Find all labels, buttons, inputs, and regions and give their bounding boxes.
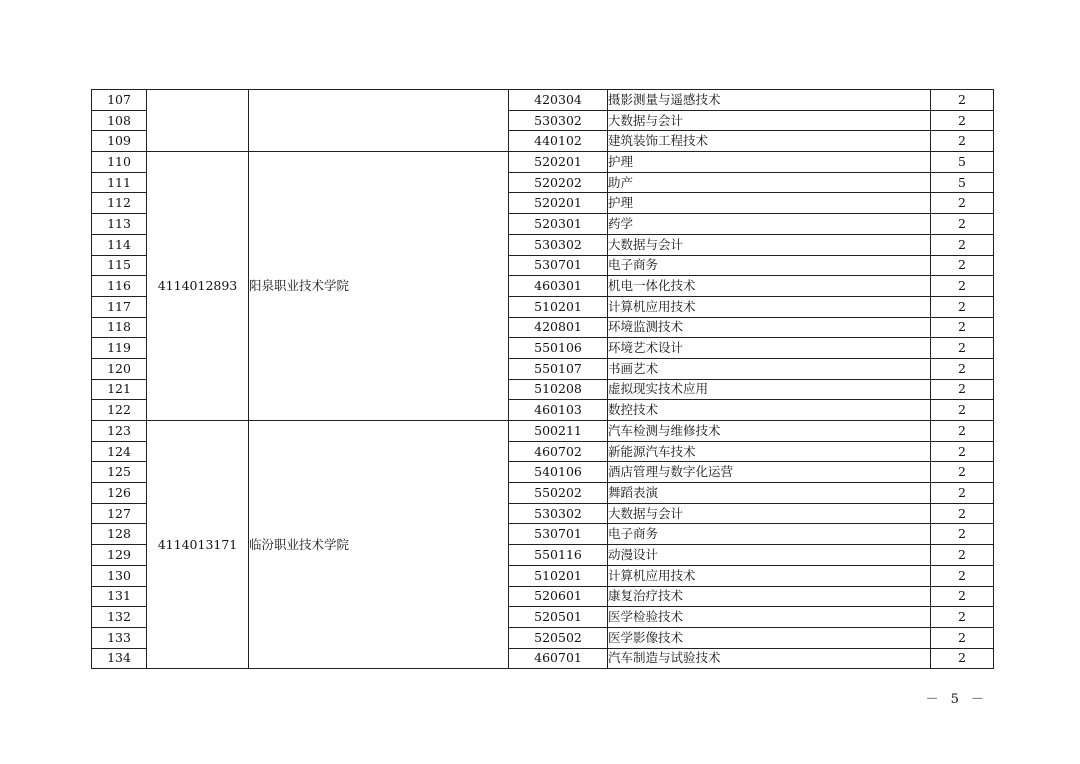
plan-count-cell: 2 xyxy=(931,214,994,235)
major-code-cell: 460103 xyxy=(509,400,608,421)
plan-count-cell: 2 xyxy=(931,379,994,400)
row-number-cell: 124 xyxy=(92,441,147,462)
school-name-cell: 临汾职业技术学院 xyxy=(249,421,509,669)
school-code-cell: 4114013171 xyxy=(147,421,249,669)
major-code-cell: 530302 xyxy=(509,503,608,524)
row-number-cell: 131 xyxy=(92,586,147,607)
major-code-cell: 550202 xyxy=(509,483,608,504)
plan-count-cell: 2 xyxy=(931,193,994,214)
plan-count-cell: 2 xyxy=(931,276,994,297)
major-name-cell: 大数据与会计 xyxy=(608,110,931,131)
plan-count-cell: 2 xyxy=(931,90,994,111)
major-name-cell: 环境艺术设计 xyxy=(608,338,931,359)
table-body xyxy=(92,90,994,669)
plan-count-cell: 2 xyxy=(931,607,994,628)
major-name-cell: 护理 xyxy=(608,152,931,173)
plan-count-cell: 2 xyxy=(931,545,994,566)
plan-count-cell: 5 xyxy=(931,172,994,193)
table-row xyxy=(92,421,994,442)
row-number-cell: 125 xyxy=(92,462,147,483)
plan-count-cell: 2 xyxy=(931,565,994,586)
plan-count-cell: 2 xyxy=(931,131,994,152)
major-code-cell: 460701 xyxy=(509,648,608,669)
row-number-cell: 116 xyxy=(92,276,147,297)
major-name-cell: 舞蹈表演 xyxy=(608,483,931,504)
row-number-cell: 133 xyxy=(92,627,147,648)
row-number-cell: 121 xyxy=(92,379,147,400)
major-code-cell: 530701 xyxy=(509,524,608,545)
row-number-cell: 119 xyxy=(92,338,147,359)
major-code-cell: 510208 xyxy=(509,379,608,400)
row-number-cell: 130 xyxy=(92,565,147,586)
major-code-cell: 550116 xyxy=(509,545,608,566)
row-number-cell: 123 xyxy=(92,421,147,442)
major-name-cell: 医学影像技术 xyxy=(608,627,931,648)
major-name-cell: 新能源汽车技术 xyxy=(608,441,931,462)
plan-count-cell: 2 xyxy=(931,400,994,421)
enrollment-plan-table xyxy=(91,89,994,669)
major-name-cell: 康复治疗技术 xyxy=(608,586,931,607)
major-code-cell: 550107 xyxy=(509,358,608,379)
plan-count-cell: 2 xyxy=(931,234,994,255)
major-name-cell: 汽车检测与维修技术 xyxy=(608,421,931,442)
row-number-cell: 107 xyxy=(92,90,147,111)
major-code-cell: 460301 xyxy=(509,276,608,297)
row-number-cell: 117 xyxy=(92,296,147,317)
row-number-cell: 132 xyxy=(92,607,147,628)
plan-count-cell: 2 xyxy=(931,648,994,669)
school-name-cell xyxy=(249,90,509,152)
plan-count-cell: 2 xyxy=(931,524,994,545)
plan-count-cell: 2 xyxy=(931,110,994,131)
major-code-cell: 420304 xyxy=(509,90,608,111)
page-number: － 5 － xyxy=(925,692,988,707)
plan-count-cell: 2 xyxy=(931,317,994,338)
table-row xyxy=(92,90,994,111)
major-code-cell: 520601 xyxy=(509,586,608,607)
major-name-cell: 汽车制造与试验技术 xyxy=(608,648,931,669)
major-code-cell: 540106 xyxy=(509,462,608,483)
plan-count-cell: 2 xyxy=(931,255,994,276)
major-code-cell: 520502 xyxy=(509,627,608,648)
major-code-cell: 550106 xyxy=(509,338,608,359)
major-name-cell: 大数据与会计 xyxy=(608,503,931,524)
row-number-cell: 112 xyxy=(92,193,147,214)
major-code-cell: 520202 xyxy=(509,172,608,193)
plan-count-cell: 2 xyxy=(931,358,994,379)
major-name-cell: 动漫设计 xyxy=(608,545,931,566)
school-name-cell: 阳泉职业技术学院 xyxy=(249,152,509,421)
plan-count-cell: 2 xyxy=(931,338,994,359)
row-number-cell: 108 xyxy=(92,110,147,131)
row-number-cell: 134 xyxy=(92,648,147,669)
row-number-cell: 128 xyxy=(92,524,147,545)
major-name-cell: 环境监测技术 xyxy=(608,317,931,338)
row-number-cell: 114 xyxy=(92,234,147,255)
row-number-cell: 111 xyxy=(92,172,147,193)
school-code-cell xyxy=(147,90,249,152)
major-name-cell: 计算机应用技术 xyxy=(608,565,931,586)
row-number-cell: 126 xyxy=(92,483,147,504)
row-number-cell: 113 xyxy=(92,214,147,235)
row-number-cell: 122 xyxy=(92,400,147,421)
major-name-cell: 虚拟现实技术应用 xyxy=(608,379,931,400)
major-code-cell: 530302 xyxy=(509,234,608,255)
plan-count-cell: 2 xyxy=(931,441,994,462)
major-name-cell: 计算机应用技术 xyxy=(608,296,931,317)
major-code-cell: 520501 xyxy=(509,607,608,628)
major-name-cell: 机电一体化技术 xyxy=(608,276,931,297)
major-name-cell: 电子商务 xyxy=(608,524,931,545)
plan-count-cell: 2 xyxy=(931,296,994,317)
major-code-cell: 520201 xyxy=(509,152,608,173)
plan-count-cell: 2 xyxy=(931,483,994,504)
plan-count-cell: 2 xyxy=(931,503,994,524)
major-code-cell: 520201 xyxy=(509,193,608,214)
major-name-cell: 护理 xyxy=(608,193,931,214)
row-number-cell: 127 xyxy=(92,503,147,524)
major-code-cell: 510201 xyxy=(509,296,608,317)
major-name-cell: 医学检验技术 xyxy=(608,607,931,628)
row-number-cell: 109 xyxy=(92,131,147,152)
major-name-cell: 大数据与会计 xyxy=(608,234,931,255)
major-code-cell: 460702 xyxy=(509,441,608,462)
major-name-cell: 电子商务 xyxy=(608,255,931,276)
major-code-cell: 520301 xyxy=(509,214,608,235)
row-number-cell: 118 xyxy=(92,317,147,338)
row-number-cell: 110 xyxy=(92,152,147,173)
major-name-cell: 书画艺术 xyxy=(608,358,931,379)
plan-count-cell: 5 xyxy=(931,152,994,173)
major-code-cell: 530302 xyxy=(509,110,608,131)
plan-count-cell: 2 xyxy=(931,462,994,483)
major-code-cell: 420801 xyxy=(509,317,608,338)
major-name-cell: 建筑装饰工程技术 xyxy=(608,131,931,152)
major-code-cell: 510201 xyxy=(509,565,608,586)
major-name-cell: 摄影测量与遥感技术 xyxy=(608,90,931,111)
row-number-cell: 115 xyxy=(92,255,147,276)
major-code-cell: 440102 xyxy=(509,131,608,152)
table-row xyxy=(92,152,994,173)
major-name-cell: 酒店管理与数字化运营 xyxy=(608,462,931,483)
plan-count-cell: 2 xyxy=(931,586,994,607)
school-code-cell: 4114012893 xyxy=(147,152,249,421)
row-number-cell: 120 xyxy=(92,358,147,379)
major-name-cell: 助产 xyxy=(608,172,931,193)
major-name-cell: 数控技术 xyxy=(608,400,931,421)
row-number-cell: 129 xyxy=(92,545,147,566)
major-code-cell: 500211 xyxy=(509,421,608,442)
major-name-cell: 药学 xyxy=(608,214,931,235)
plan-count-cell: 2 xyxy=(931,421,994,442)
major-code-cell: 530701 xyxy=(509,255,608,276)
plan-count-cell: 2 xyxy=(931,627,994,648)
